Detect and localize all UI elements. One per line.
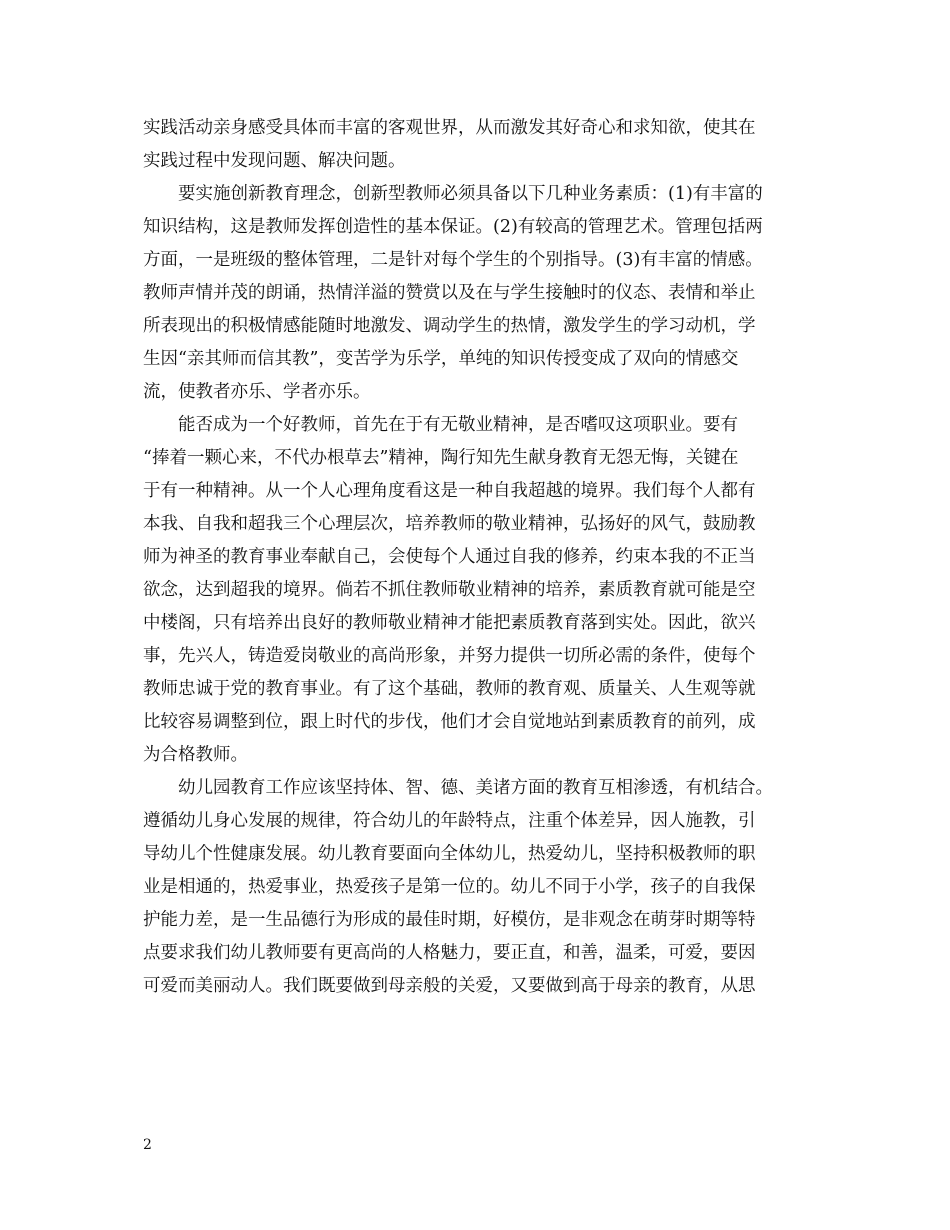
text-line: 方面，一是班级的整体管理，二是针对每个学生的个别指导。(3)有丰富的情感。 — [143, 250, 763, 270]
text-line: 遵循幼儿身心发展的规律，符合幼儿的年龄特点，注重个体差异，因人施教，引 — [143, 811, 756, 831]
text-line: 知识结构，这是教师发挥创造性的基本保证。(2)有较高的管理艺术。管理包括两 — [143, 217, 763, 237]
text-line: 教师忠诚于党的教育事业。有了这个基础，教师的教育观、质量关、人生观等就 — [143, 679, 756, 699]
page-number: 2 — [143, 1137, 152, 1153]
text-line: 实践过程中发现问题、解决问题。 — [143, 151, 406, 171]
text-line: 业是相通的，热爱事业，热爱孩子是第一位的。幼儿不同于小学，孩子的自我保 — [143, 877, 756, 897]
text-line: 教师声情并茂的朗诵，热情洋溢的赞赏以及在与学生接触时的仪态、表情和举止 — [143, 283, 756, 303]
text-line: 本我、自我和超我三个心理层次，培养教师的敬业精神，弘扬好的风气，鼓励教 — [143, 514, 756, 534]
text-line: 为合格教师。 — [143, 745, 248, 765]
text-line: 可爱而美丽动人。我们既要做到母亲般的关爱，又要做到高于母亲的教育，从思 — [143, 976, 756, 996]
text-line: 幼儿园教育工作应该坚持体、智、德、美诸方面的教育互相渗透，有机结合。 — [178, 778, 773, 798]
text-line: 所表现出的积极情感能随时地激发、调动学生的热情，激发学生的学习动机，学 — [143, 316, 756, 336]
text-line: 流，使教者亦乐、学者亦乐。 — [143, 382, 371, 402]
text-line: 导幼儿个性健康发展。幼儿教育要面向全体幼儿，热爱幼儿，坚持积极教师的职 — [143, 844, 756, 864]
text-line: 中楼阁，只有培养出良好的教师敬业精神才能把素质教育落到实处。因此，欲兴 — [143, 613, 756, 633]
text-line: 点要求我们幼儿教师要有更高尚的人格魅力，要正直，和善，温柔，可爱，要因 — [143, 943, 756, 963]
text-line: 师为神圣的教育事业奉献自己，会使每个人通过自我的修养，约束本我的不正当 — [143, 547, 756, 567]
text-line: 生因“亲其师而信其教”，变苦学为乐学，单纯的知识传授变成了双向的情感交 — [143, 349, 739, 369]
text-line: 事，先兴人，铸造爱岗敬业的高尚形象，并努力提供一切所必需的条件，使每个 — [143, 646, 756, 666]
text-line: “捧着一颗心来，不代办根草去”精神，陶行知先生献身教育无怨无悔，关键在 — [143, 448, 739, 468]
text-line: 要实施创新教育理念，创新型教师必须具备以下几种业务素质：(1)有丰富的 — [178, 184, 763, 204]
text-line: 比较容易调整到位，跟上时代的步伐，他们才会自觉地站到素质教育的前列，成 — [143, 712, 756, 732]
text-line: 实践活动亲身感受具体而丰富的客观世界，从而激发其好奇心和求知欲，使其在 — [143, 118, 756, 138]
text-line: 欲念，达到超我的境界。倘若不抓住教师敬业精神的培养，素质教育就可能是空 — [143, 580, 756, 600]
body-text — [143, 112, 823, 1003]
text-line: 于有一种精神。从一个人心理角度看这是一种自我超越的境界。我们每个人都有 — [143, 481, 756, 501]
text-line: 护能力差，是一生品德行为形成的最佳时期，好模仿，是非观念在萌芽时期等特 — [143, 910, 756, 930]
text-line: 能否成为一个好教师，首先在于有无敬业精神，是否嗜叹这项职业。要有 — [178, 415, 738, 435]
